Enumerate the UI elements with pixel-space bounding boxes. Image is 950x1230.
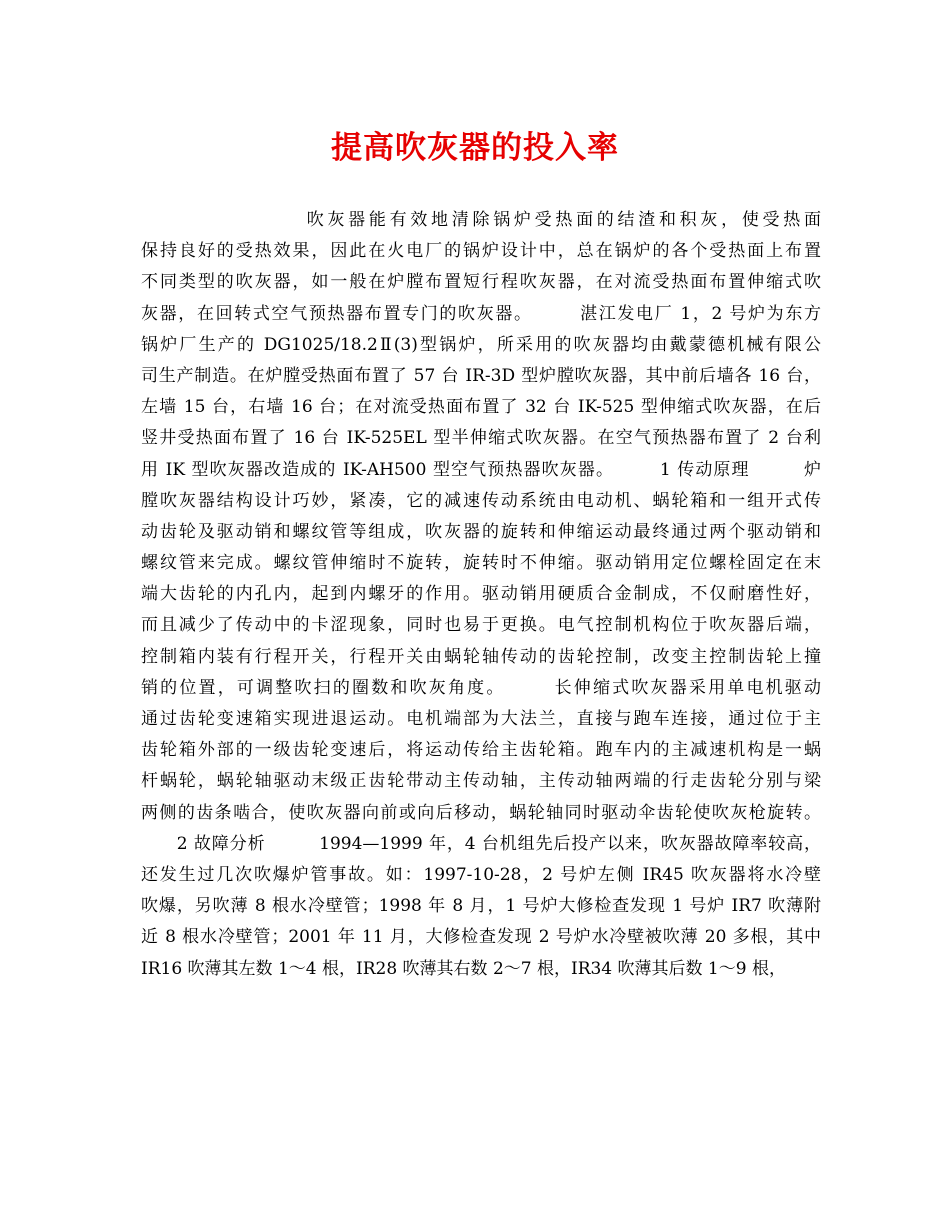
body-line: 螺纹管来完成。螺纹管伸缩时不旋转，旋转时不伸缩。驱动销用定位螺栓固定在末 [141,553,821,574]
body-line: 齿轮箱外部的一级齿轮变速后，将运动传给主齿轮箱。跑车内的主减速机构是一蜗 [141,740,821,761]
body-line: 左墙 15 台，右墙 16 台；在对流受热面布置了 32 台 IK-525 型伸缩式吹灰器，在后 [141,397,821,418]
body-line: 两侧的齿条啮合，使吹灰器向前或向后移动，蜗轮轴同时驱动伞齿轮使吹灰枪旋转。 [141,802,821,823]
body-line: 膛吹灰器结构设计巧妙，紧凑，它的减速传动系统由电动机、蜗轮箱和一组开式传 [141,490,821,511]
body-line: 动齿轮及驱动销和螺纹管等组成，吹灰器的旋转和伸缩运动最终通过两个驱动销和 [141,521,821,542]
body-line: 近 8 根水冷壁管；2001 年 11 月，大修检查发现 2 号炉水冷壁被吹薄 20 多根，其中 [141,927,821,948]
body-line: 司生产制造。在炉膛受热面布置了 57 台 IR-3D 型炉膛吹灰器，其中前后墙各 16 台， [141,365,821,386]
document-title: 提高吹灰器的投入率 [331,130,619,166]
body-line: 用 IK 型吹灰器改造成的 IK-AH500 型空气预热器吹灰器。 1 传动原理 炉 [141,459,821,480]
body-line: 通过齿轮变速箱实现进退运动。电机端部为大法兰，直接与跑车连接，通过位于主 [141,709,821,729]
body-line: 不同类型的吹灰器，如一般在炉膛布置短行程吹灰器，在对流受热面布置伸缩式吹 [141,272,821,293]
body-line: 控制箱内装有行程开关，行程开关由蜗轮轴传动的齿轮控制，改变主控制齿轮上撞 [141,646,821,667]
document-body [141,205,821,985]
body-line: 端大齿轮的内孔内，起到内螺牙的作用。驱动销用硬质合金制成，不仅耐磨性好， [141,584,821,605]
body-line: 竖井受热面布置了 16 台 IK-525EL 型半伸缩式吹灰器。在空气预热器布置了 2 台利 [141,428,821,449]
body-line: 而且减少了传动中的卡涩现象，同时也易于更换。电气控制机构位于吹灰器后端， [141,615,821,636]
body-line: 灰器，在回转式空气预热器布置专门的吹灰器。 湛江发电厂 1，2 号炉为东方 [141,303,821,324]
body-line: 还发生过几次吹爆炉管事故。如：1997-10-28，2 号炉左侧 IR45 吹灰器将水冷壁 [141,864,821,885]
body-line: 吹爆，另吹薄 8 根水冷壁管；1998 年 8 月，1 号炉大修检查发现 1 号炉 IR7 吹薄附 [141,896,821,917]
body-line: 吹灰器能有效地清除锅炉受热面的结渣和积灰，使受热面 [141,210,821,230]
body-line: 锅炉厂生产的 DG1025/18.2Ⅱ(3)型锅炉，所采用的吹灰器均由戴蒙德机械有限公 [141,334,821,355]
body-line: 保持良好的受热效果，因此在火电厂的锅炉设计中，总在锅炉的各个受热面上布置 [141,241,821,262]
body-line: 销的位置，可调整吹扫的圈数和吹灰角度。 长伸缩式吹灰器采用单电机驱动 [141,677,821,698]
body-line: 2 故障分析 1994—1999 年，4 台机组先后投产以来，吹灰器故障率较高， [141,833,821,854]
body-line: IR16 吹薄其左数 1～4 根，IR28 吹薄其右数 2～7 根，IR34 吹薄其后数 1～9 根， [141,958,786,979]
body-line: 杆蜗轮，蜗轮轴驱动末级正齿轮带动主传动轴，主传动轴两端的行走齿轮分别与梁 [141,771,821,792]
